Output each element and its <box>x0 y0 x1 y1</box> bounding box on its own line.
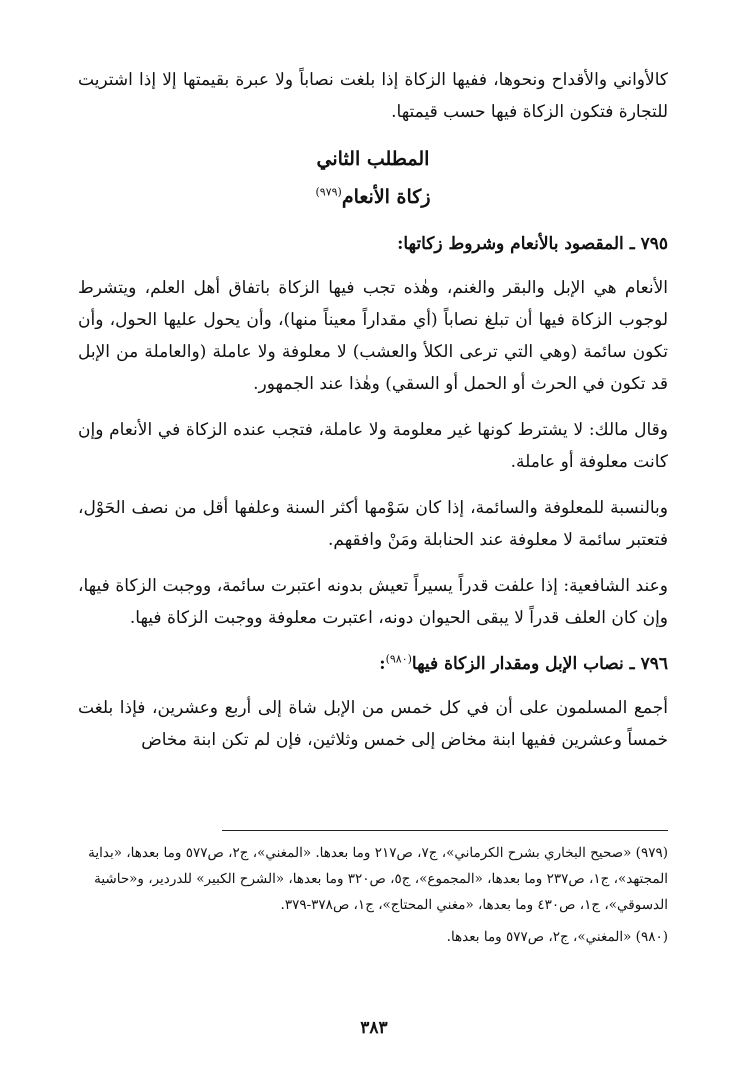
section-heading: المطلب الثاني <box>316 148 430 170</box>
paragraph: الأنعام هي الإبل والبقر والغنم، وهٰذه تجب فيها الزكاة باتفاق أهل العلم، ويتشرط لوجوب الزكاة فيها أن تبلغ نصاباً (أي مقداراً معيناً منها)، وأن يحول عليها الحول، وأن تكون سائمة (وهي التي ترعى الكلأ والعشب) لا معلوفة ولا عاملة (والعاملة من الإبل قد تكون في الحرث أو الحمل أو السقي) وهٰذا عند الجمهور. <box>78 278 668 394</box>
section-title-text: ٧٩٦ ـ نصاب الإبل ومقدار الزكاة فيها <box>411 654 668 674</box>
footnote-ref-980[interactable]: (٩٨٠) <box>385 652 412 666</box>
paragraph: وقال مالك: لا يشترط كونها غير معلومة ولا عاملة، فتجب عنده الزكاة في الأنعام وإن كانت معلوفة أو عاملة. <box>78 420 668 472</box>
footnotes <box>78 840 668 950</box>
section-title-795: ٧٩٥ ـ المقصود بالأنعام وشروط زكاتها: <box>397 234 668 254</box>
paragraph-continuation: كالأواني والأقداح ونحوها، ففيها الزكاة إذا بلغت نصاباً ولا عبرة بقيمتها إلا إذا اشتريت للتجارة فتكون الزكاة فيها حسب قيمتها. <box>78 70 668 122</box>
main-text <box>78 64 668 770</box>
section-title-colon: : <box>379 654 386 674</box>
paragraph: وعند الشافعية: إذا علفت قدراً يسيراً تعيش بدونه اعتبرت سائمة، ووجبت الزكاة فيها، وإن كان العلف قدراً لا يبقى الحيوان دونه، اعتبرت معلوفة ووجبت الزكاة فيها. <box>78 576 668 628</box>
page-number: ٣٨٣ <box>360 1018 388 1038</box>
footnote-979: (٩٧٩) «صحيح البخاري بشرح الكرماني»، ج٧، ص٢١٧ وما بعدها. «المغني»، ج٢، ص٥٧٧ وما بعدها، «بداية المجتهد»، ج١، ص٢٣٧ وما بعدها، «المجموع»، ج٥، ص٣٢٠ وما بعدها، «الشرح الكبير» للدردير، و«حاشية الدسوقي»، ج١، ص٤٣٠ وما بعدها، «مغني المحتاج»، ج١، ص٣٧٨-٣٧٩. <box>88 845 668 913</box>
paragraph: وبالنسبة للمعلوفة والسائمة، إذا كان سَوْمها أكثر السنة وعلفها أقل من نصف الحَوْل، فتعتبر سائمة لا معلوفة عند الحنابلة ومَنْ وافقهم. <box>78 498 668 550</box>
section-subheading <box>78 182 668 212</box>
footnote-divider <box>222 830 668 831</box>
footnote-980: (٩٨٠) «المغني»، ج٢، ص٥٧٧ وما بعدها. <box>446 929 668 945</box>
section-title-796 <box>78 648 668 680</box>
paragraph: أجمع المسلمون على أن في كل خمس من الإبل شاة إلى أربع وعشرين، فإذا بلغت خمساً وعشرين ففيها ابنة مخاض إلى خمس وثلاثين، فإن لم تكن ابنة مخاض <box>78 698 668 750</box>
footnote-ref-979[interactable]: (٩٧٩) <box>315 185 342 199</box>
subheading-text: زكاة الأنعام <box>341 186 431 208</box>
